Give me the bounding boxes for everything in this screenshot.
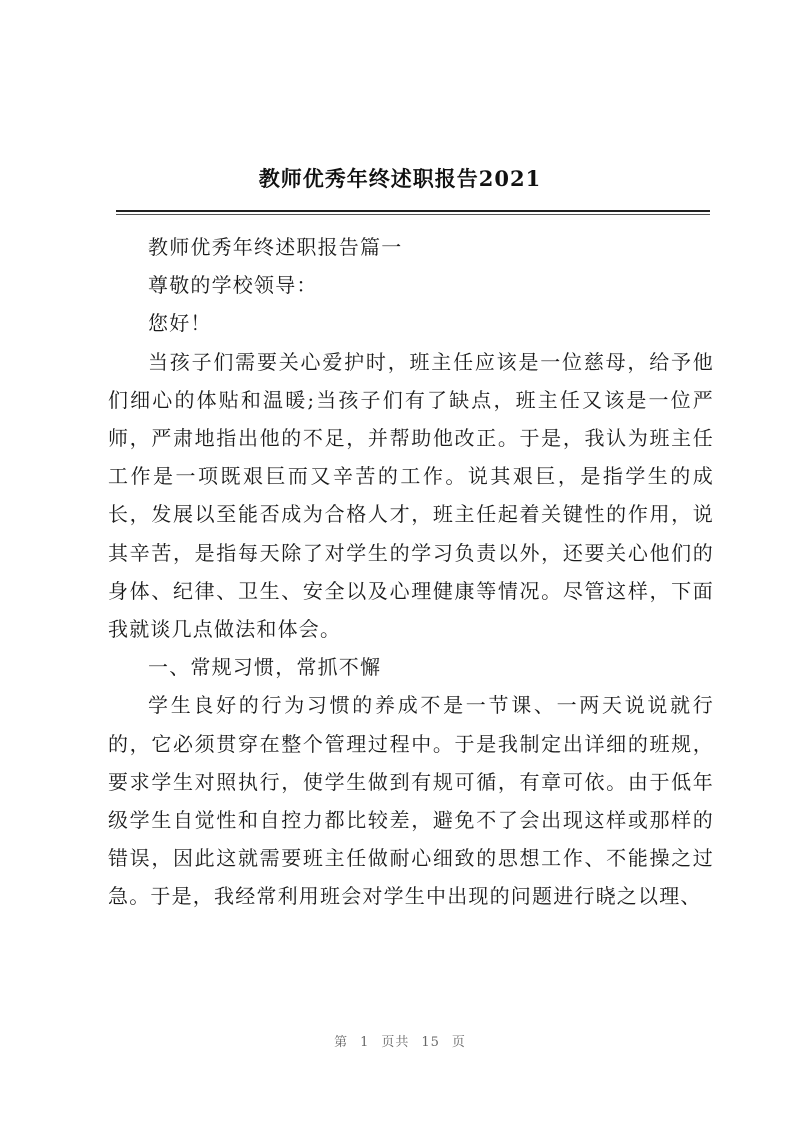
- footer-suffix: 页: [451, 1035, 466, 1050]
- document-body: [108, 228, 714, 916]
- footer-current-page: 1: [360, 1035, 370, 1050]
- subsection-heading: 一、常规习惯，常抓不懈: [148, 655, 382, 680]
- greeting: 您好！: [148, 311, 212, 336]
- page-title: 教师优秀年终述职报告2021: [258, 166, 542, 191]
- paragraph: 学生良好的行为习惯的养成不是一节课、一两天说说就行的，它必须贯穿在整个管理过程中。于是我制定出详细的班规，要求学生对照执行，使学生做到有规可循，有章可依。由于低年级学生自觉性和自控力都比较差，避免不了会出现这样或那样的错误，因此这就需要班主任做耐心细致的思想工作、不能操之过急。于是，我经常利用班会对学生中出现的问题进行晓之以理、: [108, 693, 714, 909]
- salutation: 尊敬的学校领导：: [148, 273, 318, 298]
- footer-middle: 页共: [381, 1035, 410, 1050]
- paragraph: 当孩子们需要关心爱护时，班主任应该是一位慈母，给予他们细心的体贴和温暖;当孩子们有了缺点，班主任又该是一位严师，严肃地指出他的不足，并帮助他改正。于是，我认为班主任工作是一项既艰巨而又辛苦的工作。说其艰巨，是指学生的成长，发展以至能否成为合格人才，班主任起着关键性的作用，说其辛苦，是指每天除了对学生的学习负责以外，还要关心他们的身体、纪律、卫生、安全以及心理健康等情况。尽管这样，下面我就谈几点做法和体会。: [108, 349, 714, 642]
- footer-prefix: 第: [334, 1035, 349, 1050]
- footer-total-pages: 15: [421, 1035, 440, 1050]
- page-footer: [0, 1031, 800, 1050]
- title-divider-thin: [116, 214, 710, 215]
- section-heading: 教师优秀年终述职报告篇一: [148, 235, 403, 259]
- title-divider: [116, 210, 710, 212]
